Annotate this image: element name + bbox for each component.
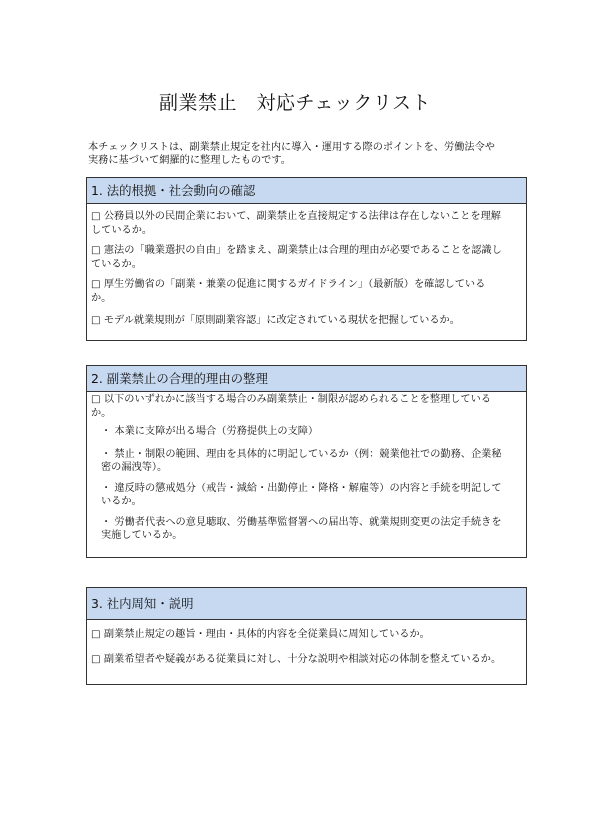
checklist-item: □ 以下のいずれかに該当する場合のみ副業禁止・制限が認められることを整理している か。 [91,394,491,419]
intro-line: 実務に基づいて網羅的に整理したものです。 [88,155,291,166]
section-header: 1. 法的根拠・社会動向の確認 [87,178,526,204]
checklist-item: □ 厚生労働省の「副業・兼業の促進に関するガイドライン」（最新版）を確認している か。 [91,279,486,304]
section-legal-basis [86,177,527,341]
section-body [87,620,526,669]
intro-line: 本チェックリストは、副業禁止規定を社内に導入・運用する際のポイントを、労働法令や [88,142,495,153]
section-body [87,204,526,331]
checklist-item: □ 副業禁止規定の趣旨・理由・具体的内容を全従業員に周知しているか。 [91,629,430,640]
bullet-item: ・ 労働者代表への意見聴取、労働基準監督署への届出等、就業規則変更の法定手続きを 実施しているか。 [101,516,502,541]
section-body [87,392,526,546]
section-header: 2. 副業禁止の合理的理由の整理 [87,366,526,392]
checklist-item: □ 公務員以外の民間企業において、副業禁止を直接規定する法律は存在しないことを理解 しているか。 [91,211,501,236]
section-header: 3. 社内周知・説明 [87,588,526,620]
checklist-item: □ 副業希望者や疑義がある従業員に対し、十分な説明や相談対応の体制を整えているか。 [91,653,502,665]
section-rationale [86,365,527,558]
intro-text [88,141,528,167]
page-title: 副業禁止 対応チェックリスト [158,92,432,114]
bullet-item: ・ 違反時の懲戒処分（戒告・減給・出勤停止・降格・解雇等）の内容と手続を明記して いるか。 [101,482,502,507]
checklist-item: □ モデル就業規則が「原則副業容認」に改定されている現状を把握しているか。 [91,315,460,326]
bullet-item: ・ 禁止・制限の範囲、理由を具体的に明記しているか（例：競業他社での勤務、企業秘 密の漏洩等）。 [101,448,502,473]
section-communication [86,587,527,685]
checklist-item: □ 憲法の「職業選択の自由」を踏まえ、副業禁止は合理的理由が必要であることを認識し ているか。 [91,245,502,270]
bullet-item: ・ 本業に支障が出る場合（労務提供上の支障） [101,426,319,437]
